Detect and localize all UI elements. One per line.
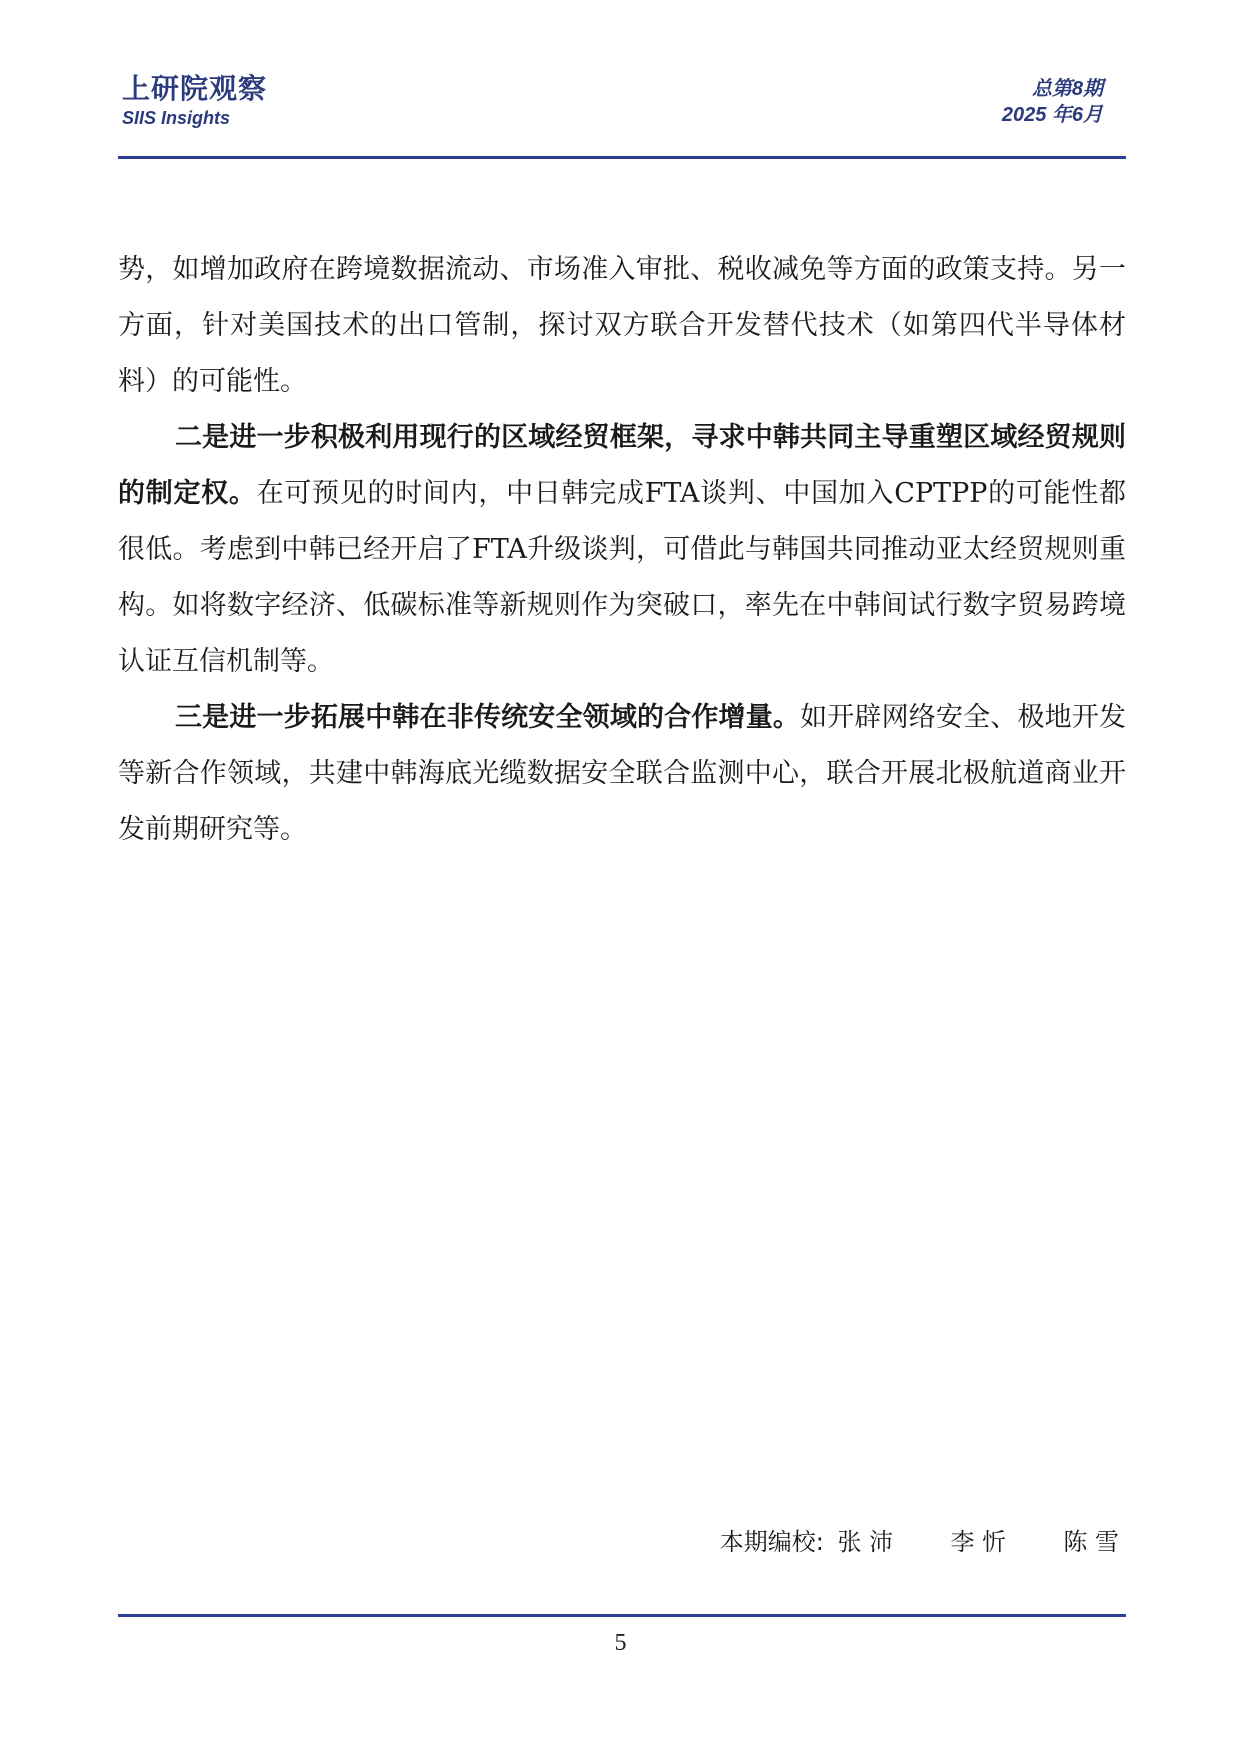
paragraph-1: 势，如增加政府在跨境数据流动、市场准入审批、税收减免等方面的政策支持。另一方面，针对美国技术的出口管制，探讨双方联合开发替代技术（如第四代半导体材料）的可能性。 xyxy=(118,254,1126,397)
editors-label: 本期编校: xyxy=(719,1528,824,1556)
page-number: 5 xyxy=(614,1630,627,1656)
footer-divider xyxy=(118,1614,1126,1617)
paragraph-3-heading: 三是进一步拓展中韩在非传统安全领域的合作增量。 xyxy=(175,702,801,733)
editor-name: 陈 雪 xyxy=(1063,1528,1119,1556)
editor-name: 李 忻 xyxy=(950,1528,1007,1556)
paragraph-2-text: 在可预见的时间内，中日韩完成FTA谈判、中国加入CPTPP的可能性都很低。考虑到中韩已经开启了FTA升级谈判，可借此与韩国共同推动亚太经贸规则重构。如将数字经济、低碳标准等新规则作为突破口，率先在中韩间试行数字贸易跨境认证互信机制等。 xyxy=(118,478,1127,677)
article-body xyxy=(118,242,1126,858)
paragraph-3-text: 如开辟网络安全、极地开发等新合作领域，共建中韩海底光缆数据安全联合监测中心，联合开展北极航道商业开发前期研究等。 xyxy=(118,702,1127,845)
issue-info xyxy=(1002,76,1103,128)
issue-number: 总第8期 xyxy=(1031,78,1103,100)
masthead-chinese-title: 上研院观察 xyxy=(122,72,268,105)
editor-name: 张 沛 xyxy=(837,1528,894,1556)
issue-date: 2025 年6月 xyxy=(1001,104,1103,126)
paragraph-2 xyxy=(118,410,1126,690)
masthead xyxy=(122,72,267,128)
paragraph-3 xyxy=(118,690,1126,858)
paragraph-2-heading: 二是进一步积极利用现行的区域经贸框架，寻求中韩共同主导重塑区域经贸规则的制定权。 xyxy=(118,422,1126,509)
header-divider xyxy=(118,156,1126,159)
masthead-english-title: SIIS Insights xyxy=(122,108,231,128)
editors-credit xyxy=(720,1524,1125,1560)
